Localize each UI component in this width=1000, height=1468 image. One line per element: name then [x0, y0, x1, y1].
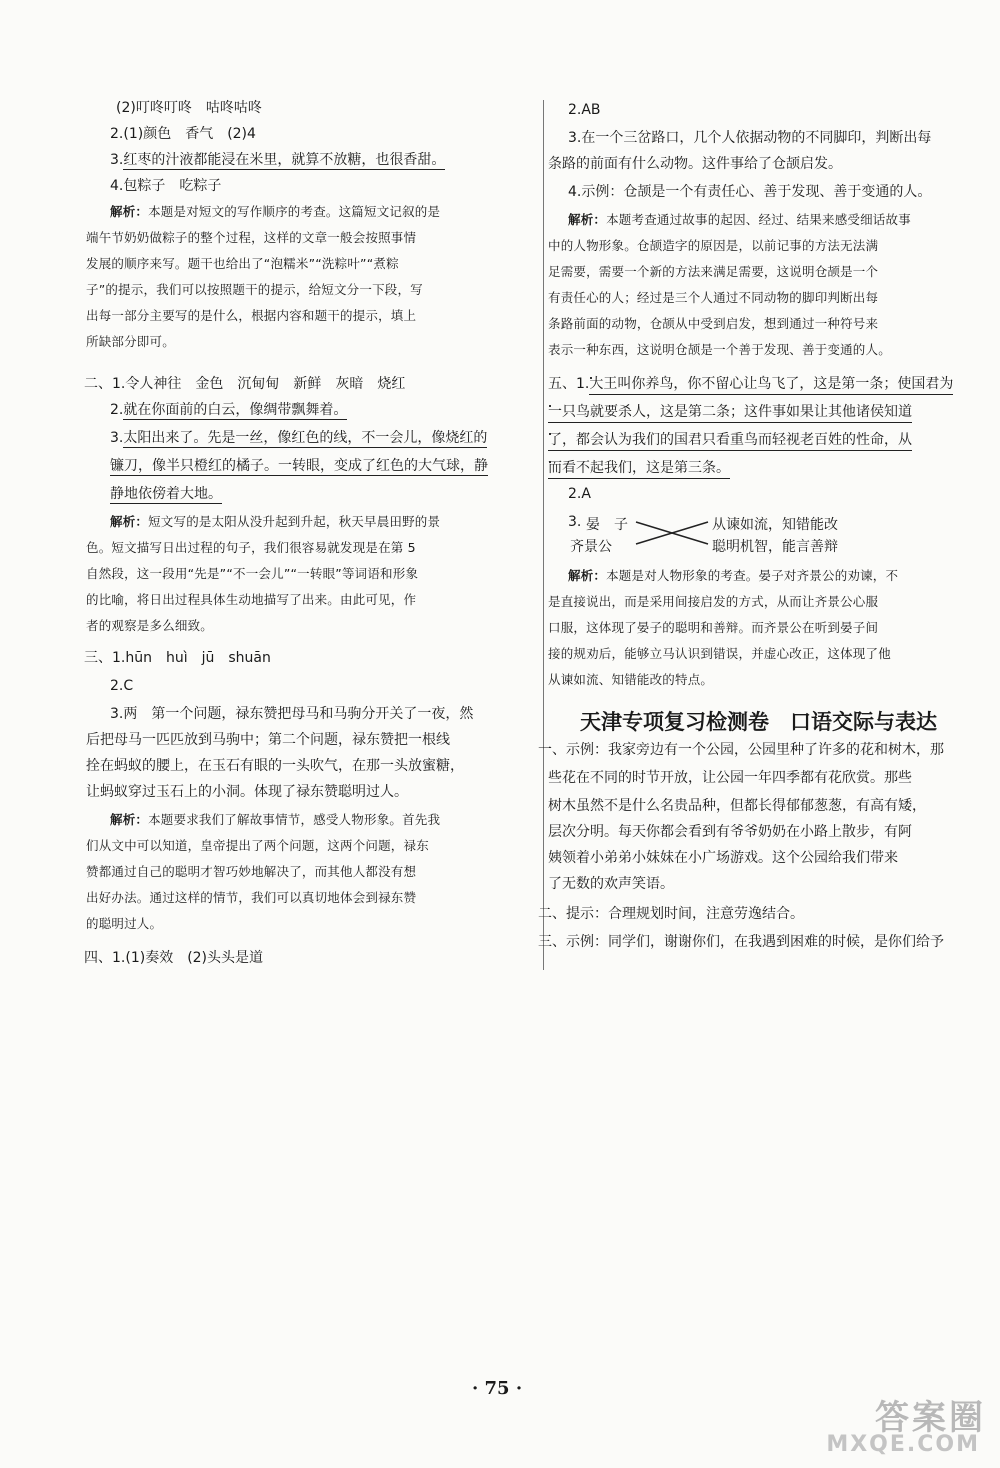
topic-answer-line: 了无数的欢声笑语。 [548, 876, 674, 892]
analysis-line: 赞都通过自己的聪明才智巧妙地解决了，而其他人都没有想 [86, 864, 417, 879]
matching-left-item: 齐景公 [570, 539, 612, 555]
topic-answer-line: 二、提示：合理规划时间，注意劳逸结合。 [538, 906, 804, 922]
answer-line: 2.C [110, 678, 134, 694]
section-five-line: 五、1.大王叫你养鸟，你不留心让鸟飞了，这是第一条；使国君为 [548, 374, 953, 394]
page-number: · 75 · [472, 1378, 523, 1399]
analysis-line: 是直接说出，而是采用间接启发的方式，从而让齐景公心服 [548, 594, 879, 609]
analysis-line: 足需要，需要一个新的方法来满足需要，这说明仓颉是一个 [548, 264, 879, 279]
answer-line: 2.(1)颜色 香气 (2)4 [110, 126, 256, 142]
analysis-line: 子”的提示，我们可以按照题干的提示，给短文分一下段，写 [86, 282, 423, 297]
wavy-underlined-answer: 而看不起我们，这是第三条。 [548, 460, 730, 479]
analysis-line: 端午节奶奶做粽子的整个过程，这样的文章一般会按照事情 [86, 230, 417, 245]
analysis-line: 条路前面的动物，仓颉从中受到启发，想到通过一种符号来 [548, 316, 879, 331]
topic-answer-line: 一、示例：我家旁边有一个公园，公园里种了许多的花和树木，那 [538, 742, 944, 758]
answer-line: 2.A [568, 486, 591, 502]
answer-line: 4.包粽子 吃粽子 [110, 178, 222, 194]
underlined-answer: 红枣的汁液都能浸在米里，就算不放糖，也很香甜。 [123, 152, 446, 168]
underlined-answer: 就在你面前的白云，像绸带飘舞着。 [123, 402, 348, 418]
answer-line: 3.红枣的汁液都能浸在米里，就算不放糖，也很香甜。 [110, 152, 446, 168]
matching-lines [634, 518, 710, 548]
analysis-label: 解析： [110, 204, 149, 219]
topic-answer-line: 些花在不同的时节开放，让公园一年四季都有花欣赏。那些 [548, 770, 912, 786]
underlined-answer: 静地依傍着大地。 [110, 486, 222, 502]
topic-answer-line: 姨领着小弟弟小妹妹在小广场游戏。这个公园给我们带来 [548, 850, 898, 866]
analysis-label: 解析： [568, 568, 607, 583]
analysis-line: 出每一部分主要写的是什么，根据内容和题干的提示，填上 [86, 308, 417, 323]
analysis-line: 解析：短文写的是太阳从没升起到升起，秋天早晨田野的景 [110, 514, 441, 529]
analysis-label: 解析： [110, 514, 149, 529]
analysis-line: 接的规劝后，能够立马认识到错误，并虚心改正，这体现了他 [548, 646, 891, 661]
wavy-underlined-answer: 了，都会认为我们的国君只看重鸟而轻视老百姓的性命，从 [548, 432, 912, 451]
topic-answer-line: 层次分明。每天你都会看到有爷爷奶奶在小路上散步，有阿 [548, 824, 912, 840]
analysis-line: 解析：本题考查通过故事的起因、经过、结果来感受细话故事 [568, 212, 911, 227]
answer-line: 4.示例：仓颉是一个有责任心、善于发现、善于变通的人。 [568, 184, 932, 200]
analysis-line: 所缺部分即可。 [86, 334, 175, 349]
analysis-line: 发展的顺序来写。题干也给出了“泡糯米”“洗粽叶”“煮粽 [86, 256, 399, 271]
analysis-line: 色。短文描写日出过程的句子，我们很容易就发现是在第 5 [86, 540, 416, 555]
topic-answer-line: 三、示例：同学们，谢谢你们，在我遇到困难的时候，是你们给予 [538, 934, 944, 950]
column-divider [543, 100, 544, 970]
wavy-underlined-answer: 一只鸟就要杀人，这是第二条；这件事如果让其他诸侯知道 [548, 404, 912, 423]
answer-line: 拴在蚂蚁的腰上，在玉石有眼的一头吹气，在那一头放蜜糖， [86, 758, 464, 774]
answer-line: 让蚂蚁穿过玉石上的小洞。体现了禄东赞聪明过人。 [86, 784, 408, 800]
underlined-answer: 镰刀，像半只橙红的橘子。一转眼，变成了红色的大气球，静 [110, 458, 488, 474]
watermark [776, 1390, 986, 1460]
answer-line: 后把母马一匹匹放到马驹中；第二个问题，禄东赞把一根线 [86, 732, 450, 748]
watermark-url: MXQE.COM [826, 1432, 980, 1457]
analysis-line: 解析：本题是对短文的写作顺序的考查。这篇短文记叙的是 [110, 204, 441, 219]
analysis-line: 们从文中可以知道，皇帝提出了两个问题，这两个问题，禄东 [86, 838, 429, 853]
analysis-line: 解析：本题是对人物形象的考查。晏子对齐景公的劝谏，不 [568, 568, 899, 583]
answer-line: 2.AB [568, 102, 601, 118]
analysis-line: 者的观察是多么细致。 [86, 618, 214, 633]
answer-line [110, 456, 488, 476]
wavy-underlined-answer: 大王叫你养鸟，你不留心让鸟飞了，这是第一条；使国君为 [589, 376, 953, 395]
section-three-line: 三、1.hūn huì jū shuān [84, 650, 271, 666]
answer-line [548, 402, 912, 422]
answer-line [548, 458, 730, 478]
analysis-line: 出好办法。通过这样的情节，我们可以真切地体会到禄东赞 [86, 890, 417, 905]
analysis-label: 解析： [110, 812, 149, 827]
matching-right-item: 聪明机智，能言善辩 [712, 539, 838, 555]
section-title: 天津专项复习检测卷 口语交际与表达 [580, 709, 937, 734]
answer-line: 3.在一个三岔路口，几个人依据动物的不同脚印，判断出每 [568, 130, 932, 146]
analysis-line: 解析：本题要求我们了解故事情节，感受人物形象。首先我 [110, 812, 441, 827]
analysis-line: 从谏如流、知错能改的特点。 [548, 672, 714, 687]
matching-left-item: 晏 子 [586, 517, 628, 533]
analysis-line: 的比喻，将日出过程具体生动地描写了出来。由此可见，作 [86, 592, 417, 607]
analysis-line: 有责任心的人；经过是三个人通过不同动物的脚印判断出每 [548, 290, 879, 305]
section-four-line: 四、1.(1)奏效 (2)头头是道 [84, 950, 264, 966]
watermark-logo: 答案圈 [875, 1398, 986, 1438]
analysis-line: 的聪明过人。 [86, 916, 163, 931]
analysis-line: 口服，这体现了晏子的聪明和善辩。而齐景公在听到晏子间 [548, 620, 879, 635]
answer-line: 3.两 第一个问题，禄东赞把母马和马驹分开关了一夜，然 [110, 706, 474, 722]
analysis-label: 解析： [568, 212, 607, 227]
analysis-line: 表示一种东西，这说明仓颉是一个善于发现、善于变通的人。 [548, 342, 891, 357]
answer-line: 3.太阳出来了。先是一丝，像红色的线，不一会儿，像烧红的 [110, 430, 488, 446]
matching-right-item: 从谏如流，知错能改 [712, 517, 838, 533]
answer-line: 条路的前面有什么动物。这件事给了仓颉启发。 [548, 156, 842, 172]
answer-line: (2)叮咚叮咚 咕咚咕咚 [116, 100, 262, 116]
matching-number: 3. [568, 514, 582, 530]
answer-line [548, 430, 912, 450]
answer-line [110, 484, 222, 504]
section-two-line: 二、1.令人神往 金色 沉甸甸 新鲜 灰暗 烧红 [84, 376, 406, 392]
matching-diagram [564, 504, 864, 555]
analysis-line: 自然段，这一段用“先是”“不一会儿”“一转眼”等词语和形象 [86, 566, 419, 581]
analysis-line: 中的人物形象。仓颉造字的原因是，以前记事的方法无法满 [548, 238, 879, 253]
answer-line: 2.就在你面前的白云，像绸带飘舞着。 [110, 402, 348, 418]
topic-answer-line: 树木虽然不是什么名贵品种，但都长得郁郁葱葱，有高有矮， [548, 798, 926, 814]
underlined-answer: 太阳出来了。先是一丝，像红色的线，不一会儿，像烧红的 [123, 430, 488, 446]
